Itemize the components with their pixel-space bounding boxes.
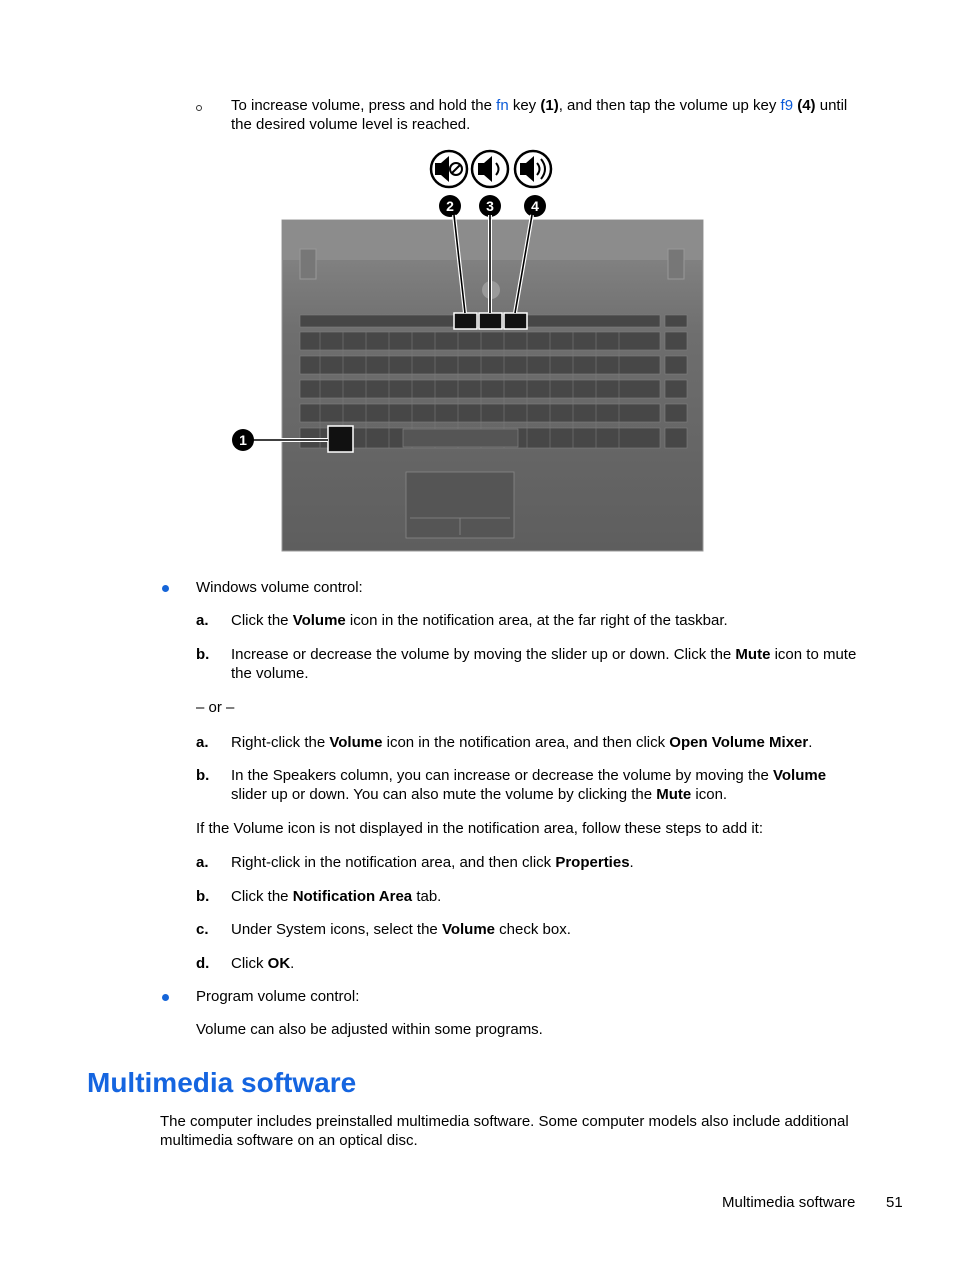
bullet-marker [162,585,169,592]
sub-bullet-marker [196,105,202,111]
svg-text:2: 2 [446,198,454,214]
intro-bullet-text [231,96,911,134]
f9-key-link[interactable]: f9 [780,97,794,114]
step-label: a. [196,612,209,629]
mute-speaker-icon [431,151,467,187]
intro-line-1: To increase volume, press and hold the fn key (1), and then tap the volume up key f9 (4) until [231,97,848,114]
program-volume-title: Program volume control: [196,988,360,1005]
intro-line-2: the desired volume level is reached. [231,116,471,133]
add-icon-instructions: If the Volume icon is not displayed in the notification area, follow these steps to add it: [196,820,764,837]
step-text: Click the Notification Area tab. [231,888,442,905]
fn-key-link[interactable]: fn [496,97,509,114]
windows-volume-title: Windows volume control: [196,579,363,596]
step-text: Under System icons, select the Volume check box. [231,921,571,938]
section-body: The computer includes preinstalled multimedia software. Some computer models also include additional multimedia software on an optical disc. [160,1113,849,1149]
section-heading: Multimedia software [87,1067,357,1098]
step-text: Increase or decrease the volume by moving the slider up or down. Click the Mute icon to mute the volume. [231,646,857,682]
step-label: d. [196,955,210,972]
program-volume-text: Volume can also be adjusted within some programs. [196,1021,543,1038]
callout-3 [479,195,501,217]
keyboard-photo [282,220,703,551]
footer-title: Multimedia software [722,1194,856,1211]
step-label: b. [196,767,210,784]
step-label: b. [196,888,210,905]
step-label: a. [196,854,209,871]
step-text: Right-click in the notification area, and then click Properties. [231,854,634,871]
page-number: 51 [886,1194,903,1211]
svg-text:1: 1 [239,432,247,448]
step-label: b. [196,646,210,663]
step-text: Click OK. [231,955,295,972]
callout-4 [524,195,546,217]
keyboard-figure [225,145,710,555]
step-text: Click the Volume icon in the notification area, at the far right of the taskbar. [231,612,728,629]
or-separator: – or – [196,699,235,716]
svg-text:4: 4 [531,198,539,214]
step-label: c. [196,921,209,938]
volume-down-icon [472,151,508,187]
bullet-marker [162,994,169,1001]
volume-up-icon [515,151,551,187]
svg-text:3: 3 [486,198,494,214]
step-text: Right-click the Volume icon in the notification area, and then click Open Volume Mixer. [231,734,813,751]
step-label: a. [196,734,209,751]
callout-2 [439,195,461,217]
step-text: In the Speakers column, you can increase or decrease the volume by moving the Volume slider up or down. You can also mute the volume by clicking the Mute icon. [231,767,827,803]
callout-1 [232,429,254,451]
